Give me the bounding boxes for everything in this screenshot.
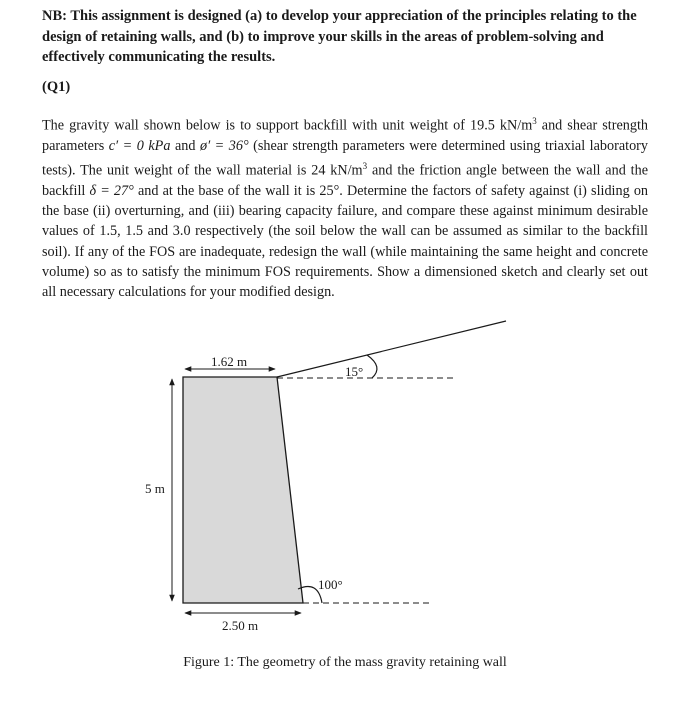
wall-figure	[0, 310, 690, 650]
top-width-label: 1.62 m	[211, 354, 248, 369]
body-text-5: and the friction angle between the wall and the backfill	[42, 162, 648, 200]
body-text-3: and	[170, 137, 200, 154]
backfill-angle-label: 15°	[345, 364, 364, 379]
superscript-3: 3	[532, 116, 537, 126]
body-text-6: and at the base of the wall it is 25°. Determine the factors of safety against (i) sliding on the base (ii) overturning, and (iii) bearing capacity failure, and compare these against minimum desirable values of 1.5, 1.5 and 3.0 respectively (the soil below the wall can be assumed as similar to the backfill soil). If any of the FOS are inadequate, redesign the wall (while maintaining the same height and concrete volume) so as to satisfy the minimum FOS requirements. Show a dimensioned sketch and clearly set out all necessary calculations for your modified design.	[42, 183, 649, 301]
body-text-4: (shear strength parameters were determined using triaxial laboratory tests). The unit weight of the wall material is 24 kN/m	[42, 137, 648, 179]
base-width-label: 2.50 m	[222, 618, 259, 633]
question-body	[42, 111, 648, 302]
wall-friction-symbol: δ = 27°	[89, 183, 134, 200]
friction-angle-symbol: ø′ = 36°	[199, 137, 249, 154]
body-text-2: and shear strength parameters	[42, 117, 648, 154]
cohesion-symbol: c′ = 0 kPa	[108, 137, 171, 154]
heel-angle-label: 100°	[318, 577, 343, 592]
wall-section	[183, 377, 303, 603]
superscript-3b: 3	[362, 161, 368, 172]
height-label: 5 m	[145, 481, 165, 496]
question-label: (Q1)	[42, 79, 71, 95]
backfill-slope-line	[277, 321, 506, 377]
backfill-angle-arc	[367, 355, 377, 378]
body-text-1: The gravity wall shown below is to support backfill with unit weight of 19.5 kN/m	[42, 117, 533, 134]
figure-caption: Figure 1: The geometry of the mass gravity retaining wall	[183, 655, 507, 670]
nb-note: NB: This assignment is designed (a) to develop your appreciation of the principles relating to the design of retaining walls, and (b) to improve your skills in the areas of problem-solving and effectively communicating the results.	[42, 8, 637, 65]
